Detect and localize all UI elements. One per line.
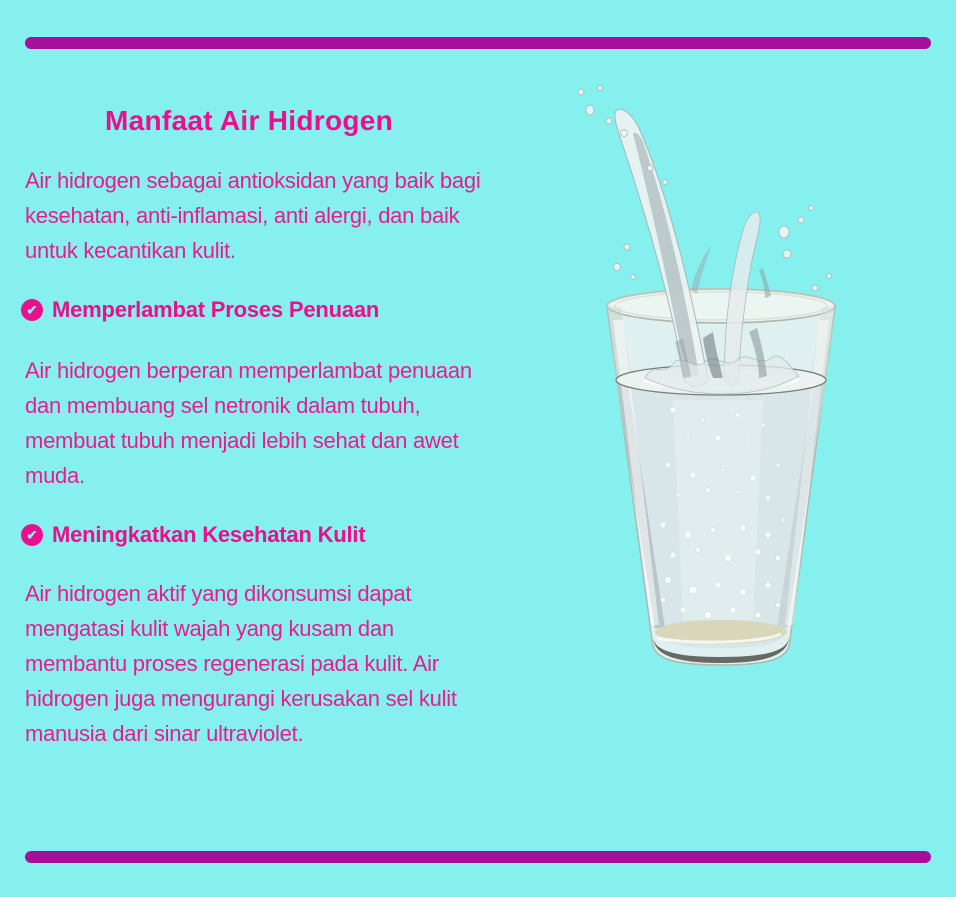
skin-paragraph: Air hidrogen aktif yang dikonsumsi dapat mengatasi kulit wajah yang kusam dan membantu proses regenerasi pada kulit. Air hidrogen juga mengurangi kerusakan sel kulit manusia dari sinar ultraviolet. [25,581,457,746]
section-heading-skin [21,522,491,548]
check-glyph: ✔ [26,527,38,542]
check-circle-icon [21,299,43,321]
water-glass-illustration [553,80,913,680]
intro-paragraph: Air hidrogen sebagai antioksidan yang baik bagi kesehatan, anti-inflamasi, anti alergi, dan baik untuk kecantikan kulit. [25,168,481,263]
section-heading-aging [21,297,491,323]
top-divider-bar [25,37,931,49]
check-circle-icon [21,524,43,546]
section-heading-label: Memperlambat Proses Penuaan [52,297,380,322]
aging-paragraph: Air hidrogen berperan memperlambat penuaan dan membuang sel netronik dalam tubuh, membuat tubuh menjadi lebih sehat dan awet muda. [25,358,472,488]
page-title: Manfaat Air Hidrogen [104,105,394,136]
check-glyph: ✔ [26,302,38,317]
section-heading-label: Meningkatkan Kesehatan Kulit [52,522,366,547]
bottom-divider-bar [25,851,931,863]
